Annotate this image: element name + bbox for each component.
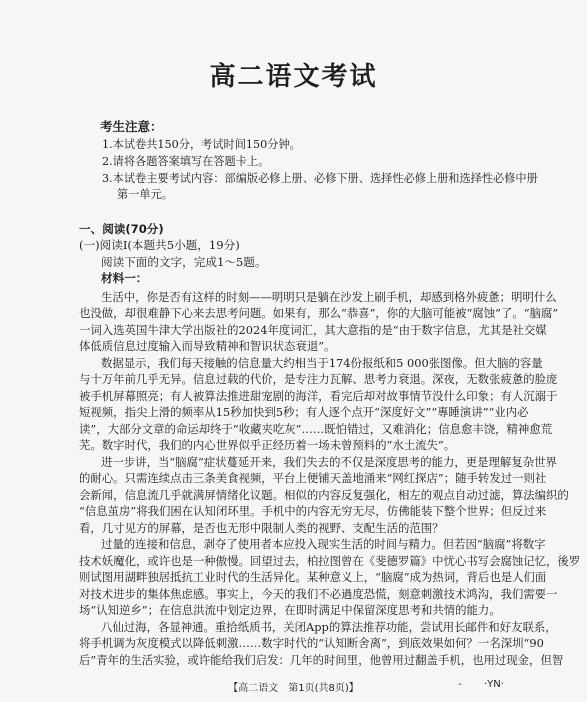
footer-mark: - — [458, 679, 462, 690]
body-line: 体低质信息过度输入而导致精神和智识状态衰退”。 — [79, 339, 336, 353]
body-line: 过量的连接和信息，剥夺了使用者本应投入现实生活的时间与精力。但若因“脑腐”将数字 — [101, 537, 546, 551]
body-line: 则试图用湖畔独居抵抗工业时代的生活异化。某种意义上，“脑腐”成为热词，背后也是人们面 — [79, 570, 547, 584]
body-line: 的耐心。只需连续点击三条美食视频，平台上便铺天盖地涌来“网红探店”；随手转发过一则社 — [79, 471, 547, 485]
body-line: 数据显示，我们每天接触的信息量大约相当于174份报纸和5 000张图像。但大脑的容量 — [101, 356, 543, 370]
reading-instruction: 阅读下面的文字，完成1～5题。 — [101, 255, 267, 269]
body-line: 也没做，却很难静下心来去思考问题。如果有，那么“恭喜”，你的大脑可能被“腐蚀”了。“脑腐” — [79, 306, 559, 320]
body-line: 被手机屏幕照亮；有人被算法推进甜宠剧的海洋，看完后却对故事情节没什么印象；有人沉溺于 — [79, 389, 558, 403]
body-line: 场“认知逆乡”；在信息洪流中划定边界，在即时满足中保留深度思考和共情的能力。 — [79, 603, 501, 617]
subsection-heading: (一)阅读Ⅰ(本题共5小题，19分) — [79, 238, 240, 252]
body-line: 一词入选英国牛津大学出版社的2024年度词汇，其大意指的是“由于数字信息，尤其是社交媒 — [79, 323, 547, 337]
notice-item: 3.本试卷主要考试内容：部编版必修上册、必修下册、选择性必修上册和选择性必修中册 — [102, 172, 538, 185]
notice-item-continuation: 第一单元。 — [117, 188, 173, 201]
notice-heading: 考生注意： — [100, 119, 163, 134]
body-line: 与十万年前几乎无异。信息过载的代价，是专注力瓦解、思考力衰退。深夜，无数张疲惫的脸庞 — [79, 372, 558, 386]
body-line: 进一步讲，当“脑腐”症状蔓延开来，我们失去的不仅是深度思考的能力，更是理解复杂世界 — [101, 455, 557, 469]
body-line: 短视频，指尖上滑的频率从15秒加快到5秒；有人逐个点开“深度好文”“專睡演讲”“业内必 — [79, 405, 529, 419]
body-line: 八仙过海，各显神通。重拾纸质书，关闭App的算法推荐功能，尝试用长邮件和好友联系， — [101, 620, 557, 634]
page-footer: 【高二语文 第1页(共8页)】 — [228, 683, 359, 694]
body-line: 后”青年的生活实验，或许能给我们启发：几年的时间里，他曾用过翻盖手机，也用过现金，但智 — [79, 653, 564, 667]
body-line: 看，几寸见方的屏幕，是否也无形中限制人类的视野、支配生活的范围？ — [79, 521, 444, 535]
body-line: 读”，大部分文章的命运却终于“收藏夹吃灰”……既怕错过，又难消化；信息愈丰饶，精神愈荒 — [79, 422, 553, 436]
page-title: 高二语文考试 — [209, 62, 378, 92]
body-line: 会新闻，信息流几乎就满屏情绪化议题。相似的内容反复强化，相左的观点自动过滤，算法编织的 — [79, 488, 569, 502]
notice-item: 2.请将各题答案填写在答题卡上。 — [102, 155, 270, 168]
body-line: 芜。数字时代，我们的内心世界似乎正经历着一场未曾预料的“水土流失”。 — [79, 438, 456, 452]
material-label: 材料一： — [101, 271, 148, 285]
section-heading: 一、阅读(70分) — [79, 222, 164, 236]
body-line: 将手机调为灰度模式以降低刺激……数字时代的“认知断舍离”，到底效果如何？一名深圳“90 — [79, 636, 544, 650]
body-line: “信息茧房”将我们困在认知闭环里。手机中的内容无穷无尽，仿佛能装下整个世界；但反过来 — [79, 504, 547, 518]
body-line: 技术妖魔化，或许也是一种傲慢。回望过去，柏拉图曾在《斐德罗篇》中忧心书写会腐蚀记忆，後罗 — [79, 554, 581, 568]
footer-tag: ·YN· — [484, 679, 504, 690]
body-line: 对技术进步的集体焦虑感。事实上，今天的我们不必過度恐慌，刻意刺激技术鸿沟，我们需要一 — [79, 587, 558, 601]
notice-item: 1.本试卷共150分，考试时间150分钟。 — [102, 138, 301, 151]
body-line: 生活中，你是否有这样的时刻——明明只是躺在沙发上刷手机，却感到格外疲惫；明明什么 — [101, 290, 557, 304]
